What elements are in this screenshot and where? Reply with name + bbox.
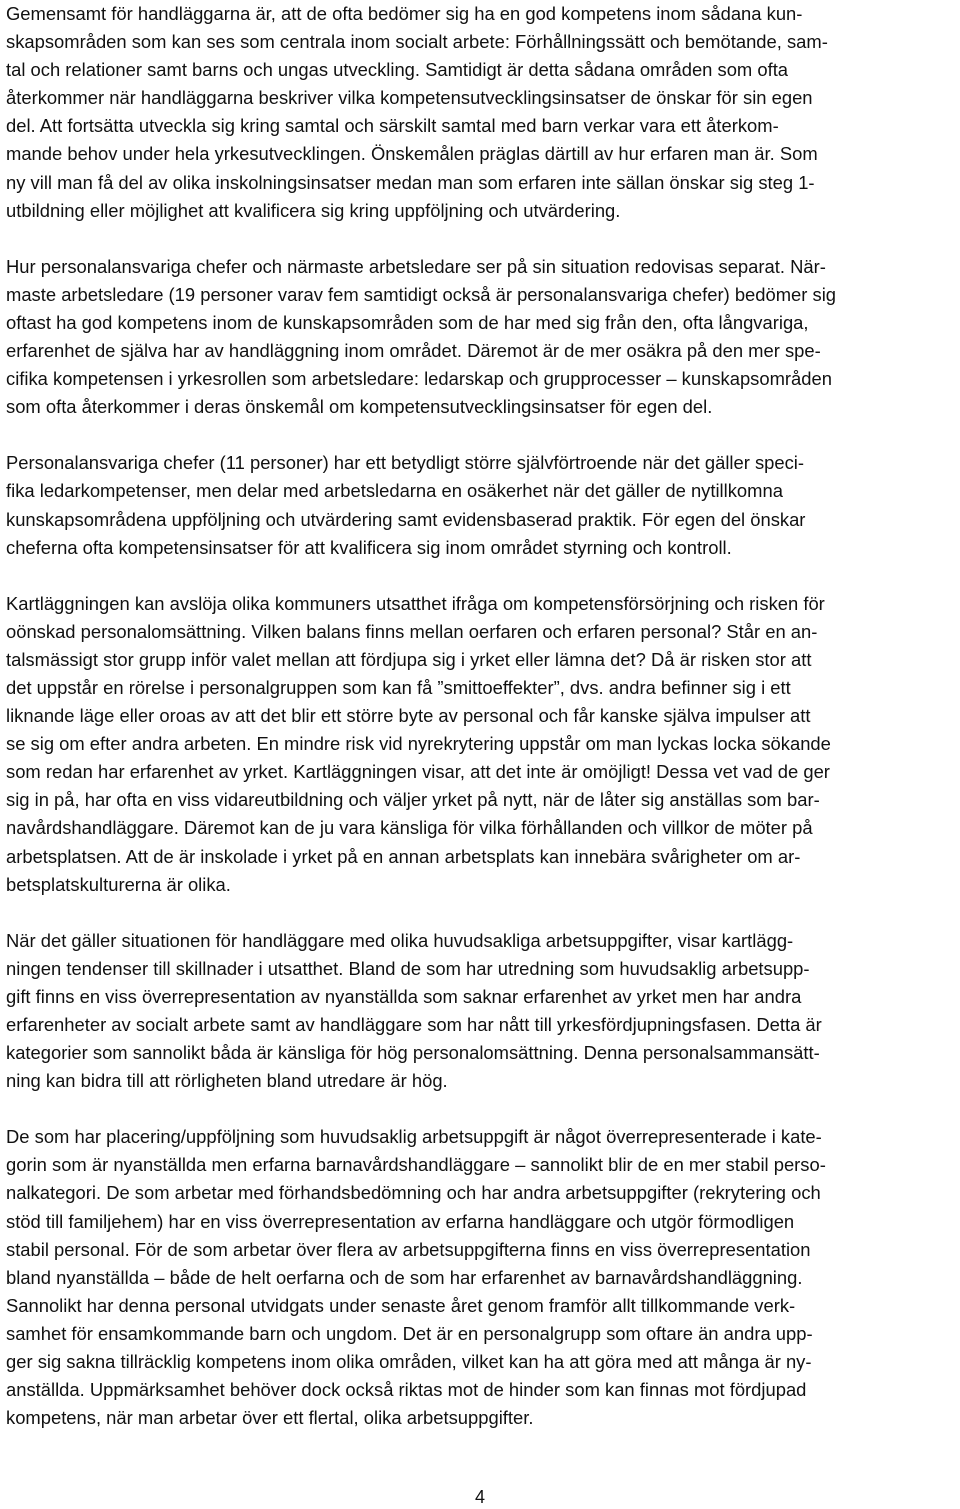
text-line: Hur personalansvariga chefer och närmaste arbetsledare ser på sin situation redovisas separat. När- bbox=[6, 255, 826, 277]
text-line: ning kan bidra till att rörligheten bland utredare är hög. bbox=[6, 1070, 448, 1092]
text-line: mande behov under hela yrkesutvecklingen. Önskemålen präglas därtill av hur erfaren man är. Som bbox=[6, 143, 818, 165]
text-line: När det gäller situationen för handläggare med olika huvudsakliga arbetsuppgifter, visar kartlägg- bbox=[6, 929, 794, 951]
text-line: stabil personal. För de som arbetar över flera av arbetsuppgifterna finns en viss överrepresentation bbox=[6, 1238, 811, 1260]
text-line: återkommer när handläggarna beskriver vilka kompetensutvecklingsinsatser de önskar för sin egen bbox=[6, 87, 813, 109]
text-line: som redan har erfarenhet av yrket. Kartläggningen visar, att det inte är omöjligt! Dessa vet vad de ger bbox=[6, 761, 830, 783]
text-line: Gemensamt för handläggarna är, att de ofta bedömer sig ha en god kompetens inom sådana kun- bbox=[6, 3, 803, 24]
text-line: liknande läge eller oroas av att det blir ett större byte av personal och får kanske själva impulser att bbox=[6, 705, 811, 727]
text-line: cifika kompetensen i yrkesrollen som arbetsledare: ledarskap och grupprocesser – kunskapsområden bbox=[6, 368, 832, 390]
text-line: kategorier som sannolikt båda är känsliga för hög personalomsättning. Denna personalsammansätt- bbox=[6, 1042, 820, 1064]
text-line: navårdshandläggare. Däremot kan de ju vara känsliga för vilka förhållanden och villkor de möter på bbox=[6, 817, 813, 839]
text-line: erfarenhet de själva har av handläggning inom området. Däremot är de mer osäkra på den mer spe- bbox=[6, 340, 821, 362]
text-line: det uppstår en rörelse i personalgruppen som kan få ”smittoeffekter”, dvs. andra befinner sig i ett bbox=[6, 676, 791, 698]
text-line: De som har placering/uppföljning som huvudsaklig arbetsuppgift är något överrepresenterade i kate- bbox=[6, 1126, 822, 1148]
paragraph bbox=[6, 449, 956, 561]
text-line: oftast ha god kompetens inom de kunskapsområden som de har med sig från den, ofta långvariga, bbox=[6, 311, 809, 333]
text-line: se sig om efter andra arbeten. En mindre risk vid nyrekrytering uppstår om man lyckas locka sökande bbox=[6, 733, 831, 755]
text-line: gift finns en viss överrepresentation av nyanställda som saknar erfarenhet av yrket men har andra bbox=[6, 985, 802, 1007]
text-line: maste arbetsledare (19 personer varav fem samtidigt också är personalansvariga chefer) bedömer sig bbox=[6, 283, 837, 305]
body-text bbox=[6, 0, 956, 1460]
paragraph bbox=[6, 590, 956, 899]
paragraph bbox=[6, 253, 956, 422]
text-line: ny vill man få del av olika inskolningsinsatser medan man som erfaren inte sällan önskar sig steg 1- bbox=[6, 171, 815, 193]
text-line: cheferna ofta kompetensinsatser för att kvalificera sig inom området styrning och kontroll. bbox=[6, 536, 732, 558]
text-line: oönskad personalomsättning. Vilken balans finns mellan oerfaren och erfaren personal? Står en an- bbox=[6, 620, 818, 642]
text-line: Sannolikt har denna personal utvidgats under senaste året genom framför allt tillkommande verk- bbox=[6, 1294, 796, 1316]
text-line: skapsområden som kan ses som centrala inom socialt arbete: Förhållningssätt och bemötande, sam- bbox=[6, 31, 828, 53]
text-line: talsmässigt stor grupp inför valet mellan att fördjupa sig i yrket eller lämna det? Då är risken stor att bbox=[6, 648, 812, 670]
page-number: 4 bbox=[474, 1487, 485, 1507]
text-line: kunskapsområdena uppföljning och utvärdering samt evidensbaserad praktik. För egen del önskar bbox=[6, 508, 806, 530]
text-line: fika ledarkompetenser, men delar med arbetsledarna en osäkerhet när det gäller de nytillkomna bbox=[6, 480, 783, 502]
paragraph bbox=[6, 0, 956, 225]
text-line: gorin som är nyanställda men erfarna barnavårdshandläggare – sannolikt blir de en mer stabil perso- bbox=[6, 1154, 826, 1176]
text-line: del. Att fortsätta utveckla sig kring samtal och särskilt samtal med barn verkar vara ett återkom- bbox=[6, 115, 779, 137]
text-line: Kartläggningen kan avslöja olika kommuners utsatthet ifråga om kompetensförsörjning och risken för bbox=[6, 592, 825, 614]
text-line: samhet för ensamkommande barn och ungdom. Det är en personalgrupp som oftare än andra upp- bbox=[6, 1322, 813, 1344]
text-line: anställda. Uppmärksamhet behöver dock också riktas mot de hinder som kan finnas mot fördjupad bbox=[6, 1379, 807, 1401]
text-line: kompetens, när man arbetar över ett flertal, olika arbetsuppgifter. bbox=[6, 1407, 534, 1429]
text-line: ger sig sakna tillräcklig kompetens inom olika områden, vilket kan ha att göra med att många är ny- bbox=[6, 1351, 812, 1373]
text-line: betsplatskulturerna är olika. bbox=[6, 873, 231, 895]
text-line: erfarenheter av socialt arbete samt av handläggare som har nått till yrkesfördjupningsfasen. Detta är bbox=[6, 1014, 822, 1035]
paragraph bbox=[6, 1123, 956, 1432]
text-line: arbetsplatsen. Att de är inskolade i yrket på en annan arbetsplats kan innebära svårigheter om ar- bbox=[6, 845, 801, 867]
text-line: utbildning eller möjlighet att kvalificera sig kring uppföljning och utvärdering. bbox=[6, 199, 621, 221]
text-line: nalkategori. De som arbetar med förhandsbedömning och har andra arbetsuppgifter (rekrytering och bbox=[6, 1182, 821, 1204]
text-line: stöd till familjehem) har en viss överrepresentation av erfarna handläggare och utgör förmodligen bbox=[6, 1210, 795, 1232]
paragraph bbox=[6, 927, 956, 1096]
text-line: Personalansvariga chefer (11 personer) har ett betydligt större självförtroende när det gäller speci- bbox=[6, 452, 805, 474]
text-line: bland nyanställda – både de helt oerfarna och de som har erfarenhet av barnavårdshandläggning. bbox=[6, 1266, 803, 1288]
text-line: tal och relationer samt barns och ungas utveckling. Samtidigt är detta sådana områden som ofta bbox=[6, 59, 789, 81]
text-line: ningen tendenser till skillnader i utsatthet. Bland de som har utredning som huvudsaklig arbetsupp- bbox=[6, 957, 810, 979]
text-line: som ofta återkommer i deras önskemål om kompetensutvecklingsinsatser för egen del. bbox=[6, 396, 713, 418]
text-line: sig in på, har ofta en viss vidareutbildning och väljer yrket på nytt, när de låter sig anställas som bar- bbox=[6, 789, 820, 811]
